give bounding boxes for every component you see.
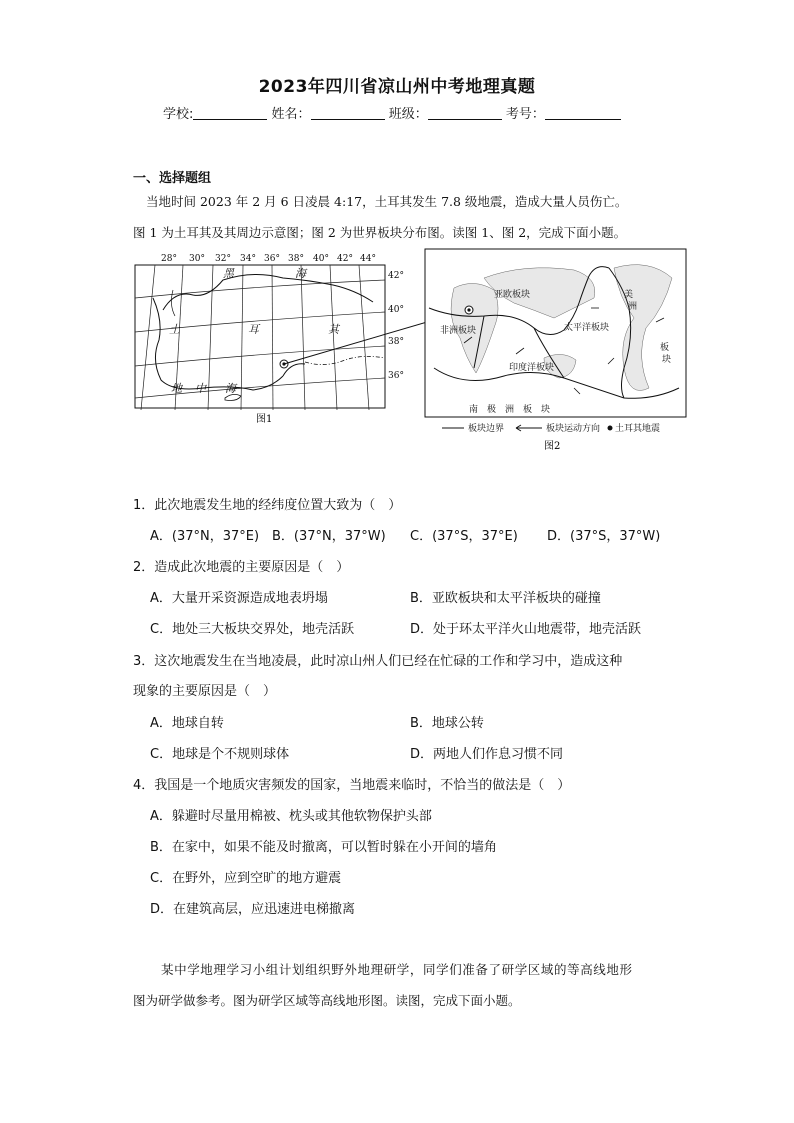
question-3-stem-line2: 现象的主要原因是（ ） bbox=[133, 684, 277, 699]
plate-label-pacific: 太平洋板块 bbox=[564, 323, 610, 333]
q2-option-a[interactable]: A．大量开采资源造成地表坍塌 bbox=[150, 591, 328, 606]
section2-line-1: 某中学地理学习小组计划组织野外地理研学，同学们准备了研学区域的等高线地形 bbox=[161, 962, 633, 977]
plate-label-indo: 印度洋板块 bbox=[509, 363, 555, 373]
section1-intro bbox=[133, 186, 627, 248]
med-sea-char: 地 bbox=[171, 382, 182, 395]
lon-label: 30° bbox=[189, 254, 205, 264]
lat-label: 38° bbox=[388, 337, 404, 347]
question-2-stem: 2．造成此次地震的主要原因是（ ） bbox=[133, 560, 350, 575]
q2-option-b[interactable]: B．亚欧板块和太平洋板块的碰撞 bbox=[410, 591, 601, 606]
q3-option-b[interactable]: B．地球公转 bbox=[410, 716, 484, 731]
lon-label: 38° bbox=[288, 254, 304, 264]
question-1-stem: 1．此次地震发生地的经纬度位置大致为（ ） bbox=[133, 498, 402, 513]
q1-option-d[interactable]: D．(37°S，37°W) bbox=[547, 529, 661, 544]
turkey-char: 土 bbox=[169, 323, 180, 336]
lon-label: 36° bbox=[264, 254, 280, 264]
question-4-stem: 4．我国是一个地质灾害频发的国家，当地震来临时，不恰当的做法是（ ） bbox=[133, 778, 571, 793]
q4-option-b[interactable]: B．在家中，如果不能及时撤离，可以暂时躲在小开间的墙角 bbox=[150, 840, 497, 855]
plate-label-africa: 非洲板块 bbox=[440, 326, 477, 336]
class-label: 班级： bbox=[388, 107, 428, 122]
fig1-lon-labels bbox=[161, 254, 376, 264]
exam-no-label: 考号： bbox=[505, 107, 545, 122]
figure-2-caption: 图2 bbox=[544, 441, 561, 452]
q4-option-a[interactable]: A．躲避时尽量用棉被、枕头或其他软物保护头部 bbox=[150, 809, 432, 824]
section2-intro bbox=[133, 954, 633, 1016]
section-heading: 一、选择题组 bbox=[133, 171, 212, 186]
lat-label: 36° bbox=[388, 371, 404, 381]
intro-line-1: 当地时间 2023 年 2 月 6 日凌晨 4:17，土耳其发生 7.8 级地震，造成大量人员伤亡。 bbox=[146, 194, 628, 209]
legend-arrow-swatch bbox=[516, 425, 542, 431]
plate-label-america: 板 bbox=[660, 343, 670, 353]
q1-option-a[interactable]: A．(37°N，37°E) bbox=[150, 529, 260, 544]
section2-line-2: 图为研学做参考。图为研学区域等高线地形图。读图，完成下面小题。 bbox=[133, 993, 521, 1008]
name-label: 姓名： bbox=[271, 107, 311, 122]
lon-label: 34° bbox=[240, 254, 256, 264]
name-blank[interactable] bbox=[311, 106, 385, 120]
q4-option-c[interactable]: C．在野外，应到空旷的地方避震 bbox=[150, 871, 342, 886]
turkey-char: 其 bbox=[328, 323, 339, 336]
plate-label-antarctic: 南 极 洲 板 块 bbox=[469, 405, 551, 415]
legend-quake-swatch bbox=[608, 426, 613, 431]
q4-option-d[interactable]: D．在建筑高层，应迅速进电梯撤离 bbox=[150, 902, 356, 917]
lon-label: 40° bbox=[313, 254, 329, 264]
plate-label-america: 洲 bbox=[628, 302, 638, 312]
lon-label: 28° bbox=[161, 254, 177, 264]
lon-label: 42° bbox=[337, 254, 353, 264]
class-blank[interactable] bbox=[428, 106, 502, 120]
black-sea-char: 海 bbox=[295, 267, 306, 280]
school-label: 学校: bbox=[163, 107, 194, 122]
figure-2-plate-map bbox=[424, 248, 688, 454]
question-3-stem-line1: 3．这次地震发生在当地凌晨，此时凉山州人们已经在忙碌的工作和学习中，造成这种 bbox=[133, 654, 623, 669]
q1-option-c[interactable]: C．(37°S，37°E) bbox=[410, 529, 518, 544]
lon-label: 44° bbox=[360, 254, 376, 264]
plate-label-america: 美 bbox=[624, 290, 634, 300]
turkey-char: 耳 bbox=[248, 323, 259, 336]
plate-label-eurasia: 亚欧板块 bbox=[494, 290, 531, 300]
med-sea-char: 海 bbox=[225, 382, 236, 395]
q3-option-d[interactable]: D．两地人们作息习惯不同 bbox=[410, 747, 564, 762]
legend-quake: 土耳其地震 bbox=[615, 424, 661, 434]
legend-motion: 板块运动方向 bbox=[546, 424, 601, 434]
lat-label: 40° bbox=[388, 305, 404, 315]
legend-boundary: 板块边界 bbox=[468, 424, 505, 434]
q1-option-b[interactable]: B．(37°N，37°W) bbox=[272, 529, 386, 544]
q3-option-c[interactable]: C．地球是个不规则球体 bbox=[150, 747, 290, 762]
figure-1-caption: 图1 bbox=[256, 414, 273, 425]
plate-label-america: 块 bbox=[662, 355, 672, 365]
lon-label: 32° bbox=[215, 254, 231, 264]
q2-option-c[interactable]: C．地处三大板块交界处，地壳活跃 bbox=[150, 622, 355, 637]
q2-option-d[interactable]: D．处于环太平洋火山地震带，地壳活跃 bbox=[410, 622, 642, 637]
med-sea-char: 中 bbox=[195, 382, 206, 395]
intro-line-2: 图 1 为土耳其及其周边示意图；图 2 为世界板块分布图。读图 1、图 2，完成下面小题。 bbox=[133, 225, 627, 240]
black-sea-char: 黑 bbox=[223, 267, 234, 280]
school-blank[interactable] bbox=[193, 106, 267, 120]
lat-label: 42° bbox=[388, 271, 404, 281]
student-info-line bbox=[163, 103, 621, 122]
exam-no-blank[interactable] bbox=[545, 106, 621, 120]
q3-option-a[interactable]: A．地球自转 bbox=[150, 716, 224, 731]
page-title: 2023年四川省凉山州中考地理真题 bbox=[258, 77, 536, 97]
